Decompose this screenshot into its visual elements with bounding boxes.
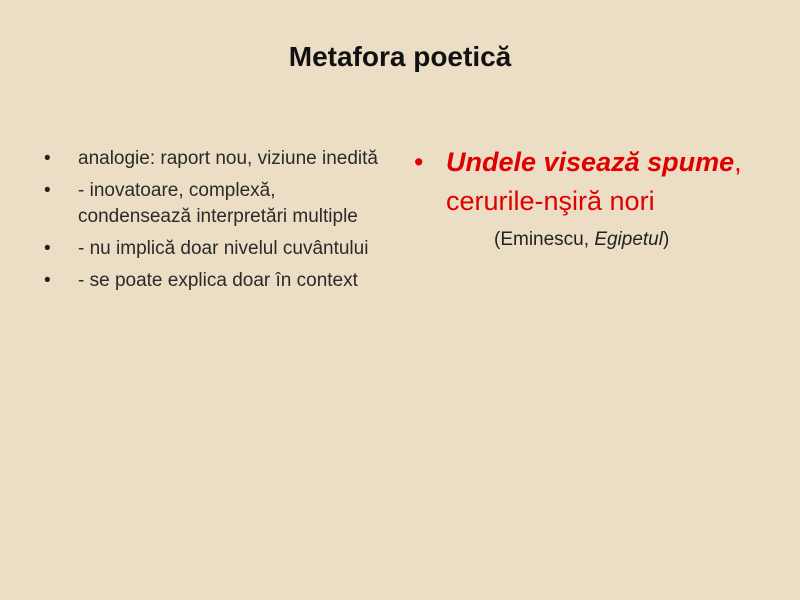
- list-item-text: - nu implică doar nivelul cuvântului: [78, 238, 369, 259]
- list-item: [40, 268, 380, 294]
- slide-title: Metafora poetică: [288, 41, 512, 72]
- list-item-text: analogie: raport nou, viziune inedită: [78, 148, 378, 169]
- source-close: ): [662, 229, 670, 250]
- quote-source: [494, 227, 772, 253]
- quote-rest: , cerurile-nşiră nori: [446, 147, 742, 216]
- list-item: [40, 236, 380, 262]
- bullet-dot-icon: •: [44, 238, 51, 259]
- list-item-text: - se poate explica doar în context: [78, 270, 358, 291]
- left-column: [40, 146, 380, 300]
- source-work: Egipetul: [594, 229, 663, 250]
- source-separator: ,: [583, 229, 595, 250]
- quote-emphasis: Undele visează spume: [446, 147, 735, 177]
- right-column: [412, 143, 772, 253]
- bullet-dot-icon: •: [44, 148, 51, 169]
- bullet-dot-icon: •: [44, 270, 51, 291]
- source-author: Eminescu: [500, 229, 584, 250]
- bullet-dot-icon: •: [414, 147, 424, 177]
- bullet-dot-icon: •: [44, 180, 51, 201]
- list-item-text: - inovatoare, complexă, condensează interpretări multiple: [78, 180, 358, 227]
- list-item: [40, 178, 380, 230]
- bullet-list: [40, 146, 380, 294]
- list-item: [40, 146, 380, 172]
- source-open: (: [494, 229, 501, 250]
- poem-quote: [412, 143, 772, 221]
